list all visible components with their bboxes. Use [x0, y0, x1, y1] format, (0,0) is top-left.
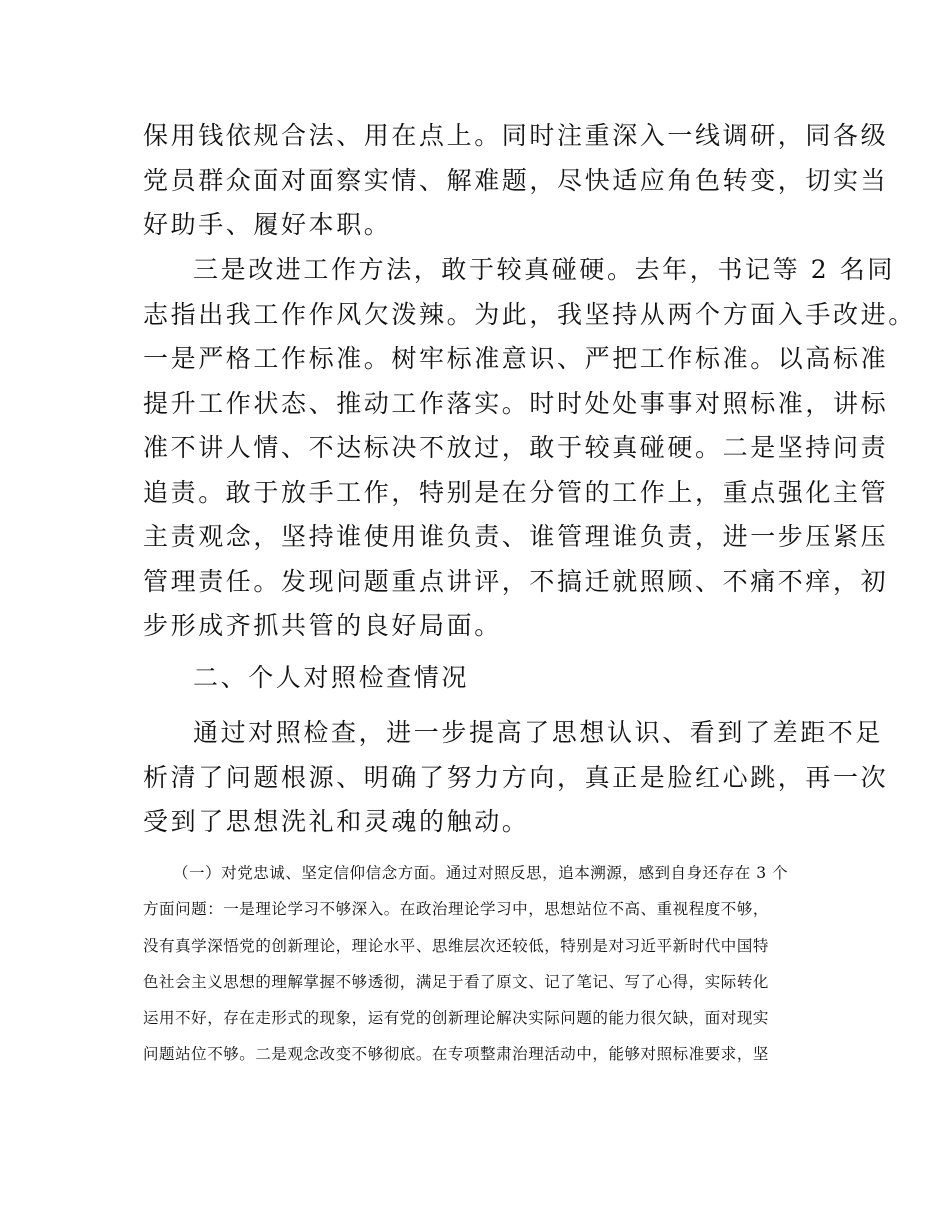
text-line: 方面问题：一是理论学习不够深入。在政治理论学习中，思想站位不高、重视程度不够， [143, 900, 769, 919]
text-line: 三是改进工作方法，敢于较真碰硬。去年，书记等 2 名同 [193, 255, 896, 284]
text-line: 问题站位不够。二是观念改变不够彻底。在专项整肃治理活动中，能够对照标准要求，坚 [143, 1045, 769, 1064]
section-heading: 二、个人对照检查情况 [193, 663, 470, 692]
text-line: 党员群众面对面察实情、解难题，尽快适应角色转变，切实当 [143, 165, 889, 195]
text-line: 准不讲人情、不达标决不放过，敢于较真碰硬。二是坚持问责 [143, 433, 889, 462]
text-line: 一是严格工作标准。树牢标准意识、严把工作标准。以高标准 [143, 344, 889, 373]
text-line: 主责观念，坚持谁使用谁负责、谁管理谁负责，进一步压紧压 [143, 522, 889, 551]
text-line: 保用钱依规合法、用在点上。同时注重深入一线调研，同各级 [143, 121, 889, 150]
text-line: 色社会主义思想的理解掌握不够透彻，满足于看了原文、记了笔记、写了心得，实际转化 [143, 972, 769, 991]
text-line: 析清了问题根源、明确了努力方向，真正是脸红心跳，再一次 [143, 762, 889, 792]
text-line: 追责。敢于放手工作，特别是在分管的工作上，重点强化主管 [143, 477, 889, 507]
text-line: 步形成齐抓共管的良好局面。 [143, 611, 502, 640]
paragraph-work-methods [143, 248, 916, 649]
text-line: 志指出我工作作风欠泼辣。为此，我坚持从两个方面入手改进。 [143, 299, 916, 329]
text-line: 没有真学深悟党的创新理论，理论水平、思维层次还较低，特别是对习近平新时代中国特 [143, 936, 769, 955]
text-line: 好助手、履好本职。 [143, 210, 392, 239]
paragraph-loyalty-issues [143, 855, 815, 1073]
text-line: 受到了思想洗礼和灵魂的触动。 [143, 807, 530, 836]
text-line: 运用不好，存在走形式的现象，运有党的创新理论解决实际问题的能力很欠缺，面对现实 [143, 1009, 769, 1028]
text-line: 通过对照检查，进一步提高了思想认识、看到了差距不足 [193, 718, 884, 747]
text-line: 管理责任。发现问题重点讲评，不搞迁就照顾、不痛不痒，初 [143, 566, 889, 596]
paragraph-self-check [143, 711, 889, 845]
text-line: 提升工作状态、推动工作落实。时时处处事事对照标准，讲标 [143, 388, 889, 418]
paragraph-resource-use [143, 114, 889, 248]
text-line: （一）对党忠诚、坚定信仰信念方面。通过对照反思，追本溯源，感到自身还存在 3 个 [173, 864, 789, 882]
